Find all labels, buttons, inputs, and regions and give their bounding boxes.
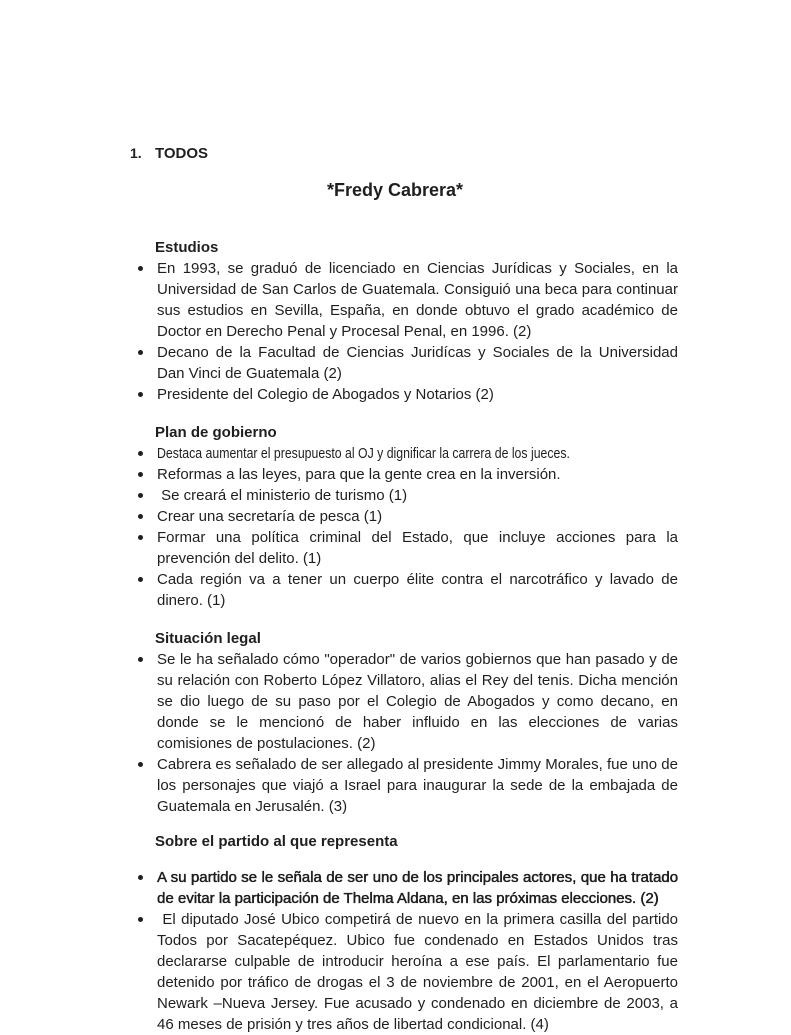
bullet-item <box>130 867 678 909</box>
numbered-heading <box>130 143 678 164</box>
section-heading-estudios: Estudios <box>155 239 219 256</box>
bullet-text: Destaca aumentar el presupuesto al OJ y dignificar la carrera de los jueces. <box>157 445 570 462</box>
section-heading-sobre-el-partido: Sobre el partido al que representa <box>155 833 398 850</box>
section-estudios <box>130 237 678 405</box>
bullet-text: Presidente del Colegio de Abogados y Notarios (2) <box>157 386 494 403</box>
bullet-item <box>130 649 678 754</box>
bullet-text: Cada región va a tener un cuerpo élite contra el narcotráfico y lavado de dinero. (1) <box>157 571 678 609</box>
section-sobre-el-partido <box>130 831 683 1035</box>
bullet-text: El diputado José Ubico competirá de nuevo en la primera casilla del partido Todos por Sacatepéquez. Ubico fue condenado en Estados Unidos tras declararse culpable de introducir heroína a ese país. El parlamentario fue detenido por tráfico de drogas el 3 de noviembre de 2001, en el Aeropuerto Newark –Nueva Jersey. Fue acusado y condenado en diciembre de 2003, a 46 meses de prisión y tres años de libertad condicional. (4) <box>157 911 683 1033</box>
bullet-item <box>130 342 678 384</box>
document-title: *Fredy Cabrera* <box>326 180 464 200</box>
section-heading-situacion-legal: Situación legal <box>155 630 261 647</box>
bullet-item <box>130 909 683 1035</box>
bullet-item <box>130 527 678 569</box>
numbered-heading-label: TODOS <box>155 145 209 162</box>
bullet-text: Cabrera es señalado de ser allegado al presidente Jimmy Morales, fue uno de los personajes que viajó a Israel para inaugurar la sede de la embajada de Guatemala en Jerusalén. (3) <box>157 756 678 815</box>
bullet-text: En 1993, se graduó de licenciado en Ciencias Jurídicas y Sociales, en la Universidad de San Carlos de Guatemala. Consiguió una beca para continuar sus estudios en Sevilla, España, en donde obtuvo el grado académico de Doctor en Derecho Penal y Procesal Penal, en 1996. (2) <box>157 260 678 340</box>
estudios-list <box>130 258 678 405</box>
bullet-item <box>130 569 678 611</box>
bullet-text: Reformas a las leyes, para que la gente crea en la inversión. <box>157 466 561 483</box>
sobre-el-partido-list <box>130 867 683 1035</box>
bullet-text: Se le ha señalado cómo "operador" de varios gobiernos que han pasado y de su relación con Roberto López Villatoro, alias el Rey del tenis. Dicha mención se dio luego de su paso por el Colegio de Abogados y como decano, en donde se le mencionó de haber influido en las elecciones de varias comisiones de postulaciones. (2) <box>157 651 678 752</box>
bullet-item <box>130 754 678 817</box>
numbered-heading-marker: 1. <box>130 145 142 161</box>
bullet-item <box>130 258 678 342</box>
section-plan-de-gobierno <box>130 422 678 611</box>
plan-de-gobierno-list <box>130 443 678 611</box>
bullet-item <box>130 464 678 485</box>
bullet-item <box>130 384 678 405</box>
bullet-text: Crear una secretaría de pesca (1) <box>157 508 383 525</box>
bullet-text: Se creará el ministerio de turismo (1) <box>157 487 408 504</box>
section-situacion-legal <box>130 628 678 817</box>
section-heading-plan-de-gobierno: Plan de gobierno <box>155 424 277 441</box>
bullet-item <box>130 506 678 527</box>
bullet-item <box>130 485 678 506</box>
situacion-legal-list <box>130 649 678 817</box>
bullet-text: Formar una política criminal del Estado, que incluye acciones para la prevención del delito. (1) <box>157 529 678 567</box>
bullet-text: A su partido se le señala de ser uno de los principales actores, que ha tratado de evitar la participación de Thelma Aldana, en las próximas elecciones. (2) <box>157 869 678 907</box>
bullet-text: Decano de la Facultad de Ciencias Juridícas y Sociales de la Universidad Dan Vinci de Guatemala (2) <box>157 344 678 382</box>
bullet-item <box>130 443 678 464</box>
